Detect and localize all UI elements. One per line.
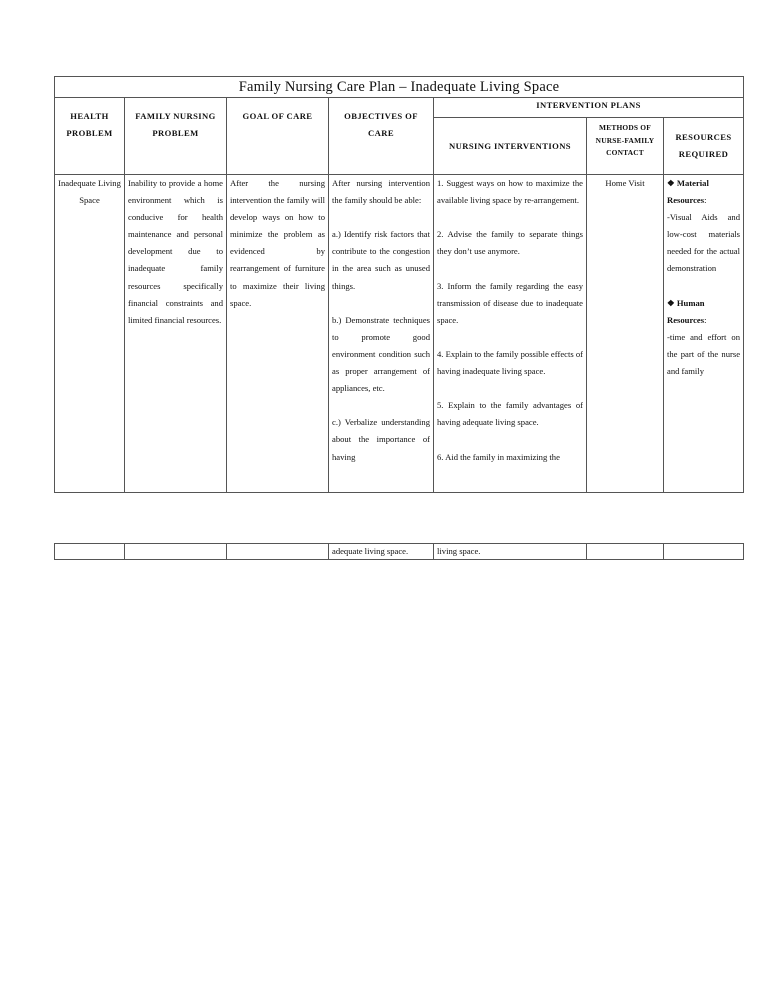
cell-health-problem: Inadequate Living Space <box>55 175 125 493</box>
page-title: Family Nursing Care Plan – Inadequate Living Space <box>55 77 744 98</box>
header-resources-required: RESOURCES REQUIRED <box>664 118 744 175</box>
objective-b: b.) Demonstrate techniques to promote good environment condition such as proper arrangement of appliances, etc. <box>332 314 430 394</box>
objective-c: c.) Verbalize understanding about the importance of having <box>332 417 430 462</box>
intervention-2: 2. Advise the family to separate things they don’t use anymore. <box>437 229 583 257</box>
cell-method-of-contact: Home Visit <box>587 175 664 493</box>
header-methods-of-contact: METHODS OF NURSE-FAMILY CONTACT <box>587 118 664 175</box>
intervention-4: 4. Explain to the family possible effects of having inadequate living space. <box>437 348 583 377</box>
cont-objective-c: adequate living space. <box>329 544 434 560</box>
care-plan-continuation-table <box>54 543 744 560</box>
cont-cell-empty <box>664 544 744 560</box>
cell-family-nursing-problem: Inability to provide a home environment which is conducive for health maintenance and personal development due to inadequate family resources specifically financial constraints and limited financial resources. <box>125 175 227 493</box>
header-nursing-interventions: NURSING INTERVENTIONS <box>434 118 587 175</box>
cell-objectives-of-care <box>329 175 434 493</box>
resource-material-text: -Visual Aids and low-cost materials needed for the actual demonstration <box>667 212 741 274</box>
intervention-5: 5. Explain to the family advantages of having adequate living space. <box>437 400 583 428</box>
intervention-6: 6. Aid the family in maximizing the <box>437 451 560 462</box>
header-intervention-plans: INTERVENTION PLANS <box>434 98 744 118</box>
resource-human-text: -time and effort on the part of the nurse and family <box>667 331 741 377</box>
cont-cell-empty <box>55 544 125 560</box>
header-family-nursing-problem: FAMILY NURSING PROBLEM <box>125 98 227 175</box>
cell-goal-of-care: After the nursing intervention the family will develop ways on how to minimize the problem as evidenced by rearrangement of furniture to maximize their living space. <box>227 175 329 493</box>
diamond-bullet-icon: ❖ <box>667 178 675 188</box>
cont-cell-empty <box>587 544 664 560</box>
intervention-1: 1. Suggest ways on how to maximize the available living space by re-arrangement. <box>437 178 583 206</box>
resource-human: ❖ Human Resources: <box>667 297 707 325</box>
cont-cell-empty <box>227 544 329 560</box>
header-objectives-of-care: OBJECTIVES OF CARE <box>329 98 434 175</box>
care-plan-table <box>54 76 744 493</box>
diamond-bullet-icon: ❖ <box>667 297 675 308</box>
cont-intervention-6: living space. <box>434 544 587 560</box>
cell-resources-required <box>664 175 744 493</box>
cont-cell-empty <box>125 544 227 560</box>
intervention-3: 3. Inform the family regarding the easy transmission of disease due to inadequate space. <box>437 280 583 325</box>
header-health-problem: HEALTH PROBLEM <box>55 98 125 175</box>
resource-material: ❖ Material Resources: <box>667 178 709 206</box>
cell-nursing-interventions <box>434 175 587 493</box>
objectives-intro: After nursing intervention the family should be able: <box>332 178 430 206</box>
objective-a: a.) Identify risk factors that contribute to the congestion in the area such as unused things. <box>332 229 430 291</box>
header-goal-of-care: GOAL OF CARE <box>227 98 329 175</box>
